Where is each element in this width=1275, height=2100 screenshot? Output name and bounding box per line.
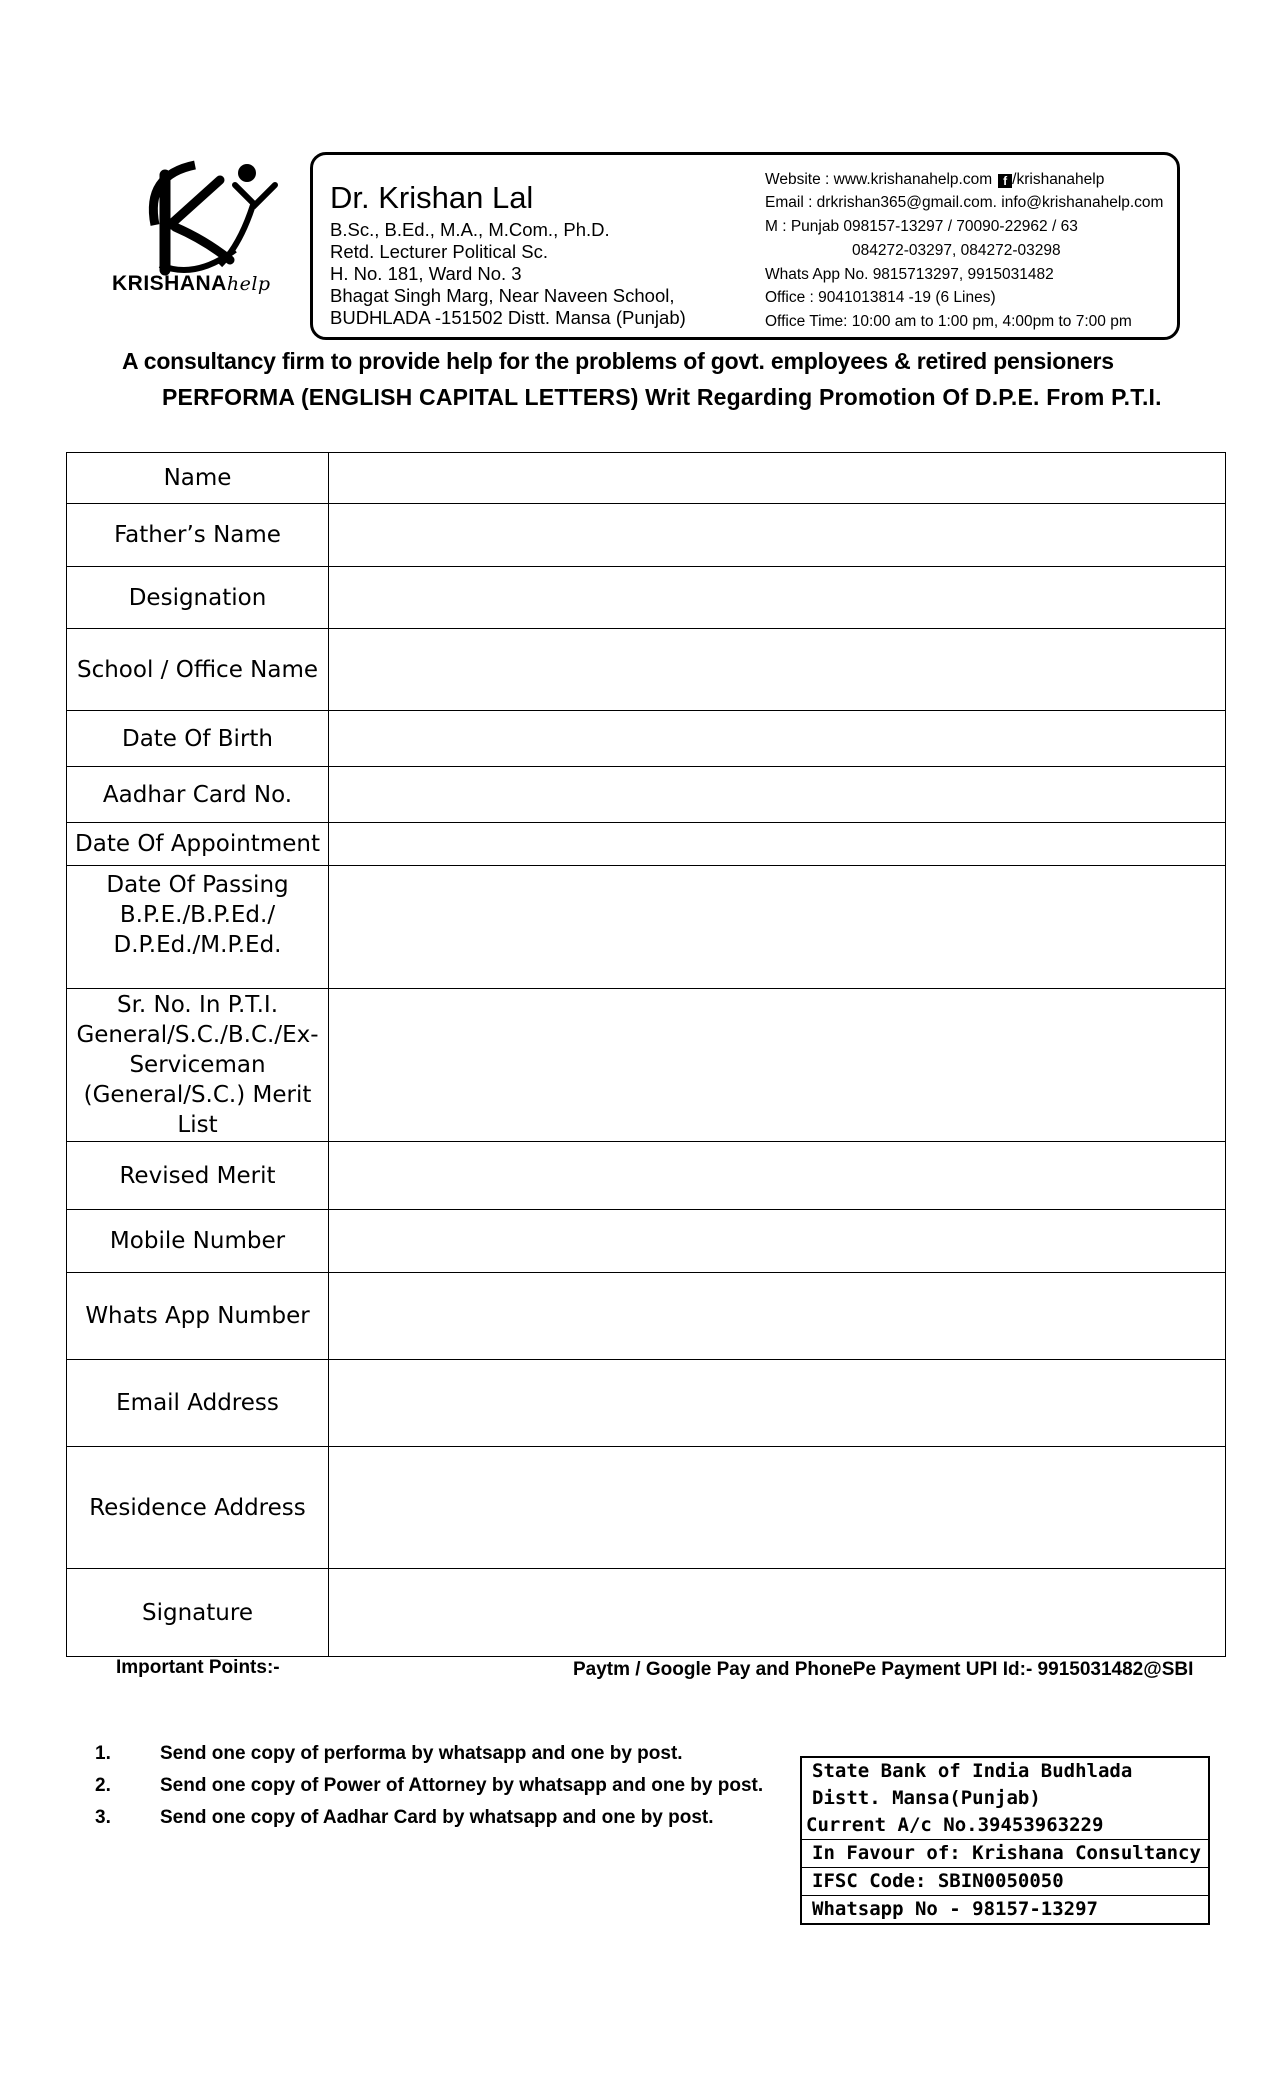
field-label: Revised Merit [67, 1142, 329, 1210]
name-input-cell[interactable] [329, 453, 1226, 504]
form-title: PERFORMA (ENGLISH CAPITAL LETTERS) Writ Regarding Promotion Of D.P.E. From P.T.I. [162, 384, 1162, 410]
list-item-text: Send one copy of Aadhar Card by whatsapp and one by post. [160, 1807, 714, 1828]
bank-whatsapp: Whatsapp No - 98157-13297 [802, 1895, 1208, 1923]
form-row-date-of-passing [67, 866, 1226, 989]
field-label: Whats App Number [67, 1273, 329, 1360]
form-row-name [67, 453, 1226, 504]
form-row-aadhar [67, 767, 1226, 823]
bank-name: State Bank of India Budhlada [812, 1760, 1133, 1782]
landline-line: 084272-03297, 084272-03298 [852, 242, 1061, 259]
field-label: Date Of Passing B.P.E./B.P.Ed./ D.P.Ed./M.P.Ed. [67, 866, 329, 989]
facebook-handle: /krishanahelp [1012, 171, 1105, 188]
form-row-revised-merit [67, 1142, 1226, 1210]
office-time-line: Office Time: 10:00 am to 1:00 pm, 4:00pm to 7:00 pm [765, 313, 1132, 330]
form-row-signature [67, 1569, 1226, 1657]
signature-input-cell[interactable] [329, 1569, 1226, 1657]
email-line: Email : drkrishan365@gmail.com. info@krishanahelp.com [765, 194, 1164, 211]
merit-list-input-cell[interactable] [329, 989, 1226, 1142]
list-item-text: Send one copy of Power of Attorney by whatsapp and one by post. [160, 1775, 764, 1796]
list-item-text: Send one copy of performa by whatsapp and one by post. [160, 1743, 683, 1764]
tagline: A consultancy firm to provide help for the problems of govt. employees & retired pensioners [122, 348, 1114, 374]
website-text: Website : www.krishanahelp.com [765, 171, 993, 188]
upi-payment-line: Paytm / Google Pay and PhonePe Payment UPI Id:- 9915031482@SBI [573, 1659, 1194, 1680]
list-item [90, 1802, 770, 1834]
logo-wordmark: KRISHANAhelp [112, 272, 271, 295]
important-points-heading: Important Points:- [116, 1657, 280, 1678]
field-label: Aadhar Card No. [67, 767, 329, 823]
list-item [90, 1738, 770, 1770]
form-row-email [67, 1360, 1226, 1447]
field-label: Sr. No. In P.T.I. General/S.C./B.C./Ex-Serviceman (General/S.C.) Merit List [67, 989, 329, 1142]
form-row-residence [67, 1447, 1226, 1569]
address-city: BUDHLADA -151502 Distt. Mansa (Punjab) [330, 307, 686, 328]
facebook-icon: f [998, 174, 1012, 188]
field-label: School / Office Name [67, 629, 329, 711]
list-item [90, 1770, 770, 1802]
list-item-number: 1. [95, 1743, 111, 1764]
revised-merit-input-cell[interactable] [329, 1142, 1226, 1210]
field-label: Signature [67, 1569, 329, 1657]
address-street: Bhagat Singh Marg, Near Naveen School, [330, 285, 675, 306]
field-label: Email Address [67, 1360, 329, 1447]
consultant-name: Dr. Krishan Lal [330, 180, 534, 215]
field-label: Mobile Number [67, 1210, 329, 1273]
whatsapp-line: Whats App No. 9815713297, 9915031482 [765, 266, 1054, 283]
field-label: Date Of Appointment [67, 823, 329, 866]
bank-account: Current A/c No.39453963229 [806, 1814, 1104, 1836]
date-of-appointment-input-cell[interactable] [329, 823, 1226, 866]
performa-form-table [66, 452, 1226, 1657]
fathers-name-input-cell[interactable] [329, 504, 1226, 567]
field-label: Designation [67, 567, 329, 629]
form-row-whatsapp [67, 1273, 1226, 1360]
date-of-birth-input-cell[interactable] [329, 711, 1226, 767]
email-input-cell[interactable] [329, 1360, 1226, 1447]
field-label: Residence Address [67, 1447, 329, 1569]
school-office-input-cell[interactable] [329, 629, 1226, 711]
form-row-date-of-appointment [67, 823, 1226, 866]
form-row-fathers-name [67, 504, 1226, 567]
bank-details-box [800, 1756, 1210, 1925]
field-label: Name [67, 453, 329, 504]
form-row-date-of-birth [67, 711, 1226, 767]
form-row-school-office [67, 629, 1226, 711]
office-line: Office : 9041013814 -19 (6 Lines) [765, 289, 996, 306]
whatsapp-input-cell[interactable] [329, 1273, 1226, 1360]
bank-district: Distt. Mansa(Punjab) [812, 1787, 1041, 1809]
mobile-input-cell[interactable] [329, 1210, 1226, 1273]
bank-favour: In Favour of: Krishana Consultancy [802, 1839, 1208, 1867]
form-row-merit-list [67, 989, 1226, 1142]
field-label: Father’s Name [67, 504, 329, 567]
mobile-line: M : Punjab 098157-13297 / 70090-22962 / 63 [765, 218, 1078, 235]
list-item-number: 2. [95, 1775, 111, 1796]
website-line [765, 170, 1104, 190]
date-of-passing-input-cell[interactable] [329, 866, 1226, 989]
designation-input-cell[interactable] [329, 567, 1226, 629]
consultant-qualifications: B.Sc., B.Ed., M.A., M.Com., Ph.D. [330, 219, 610, 240]
important-points-list [90, 1738, 770, 1834]
list-item-number: 3. [95, 1807, 111, 1828]
aadhar-input-cell[interactable] [329, 767, 1226, 823]
form-row-designation [67, 567, 1226, 629]
residence-input-cell[interactable] [329, 1447, 1226, 1569]
consultant-designation: Retd. Lecturer Political Sc. [330, 241, 548, 262]
address-house: H. No. 181, Ward No. 3 [330, 263, 522, 284]
bank-ifsc: IFSC Code: SBIN0050050 [802, 1867, 1208, 1895]
field-label: Date Of Birth [67, 711, 329, 767]
form-row-mobile [67, 1210, 1226, 1273]
